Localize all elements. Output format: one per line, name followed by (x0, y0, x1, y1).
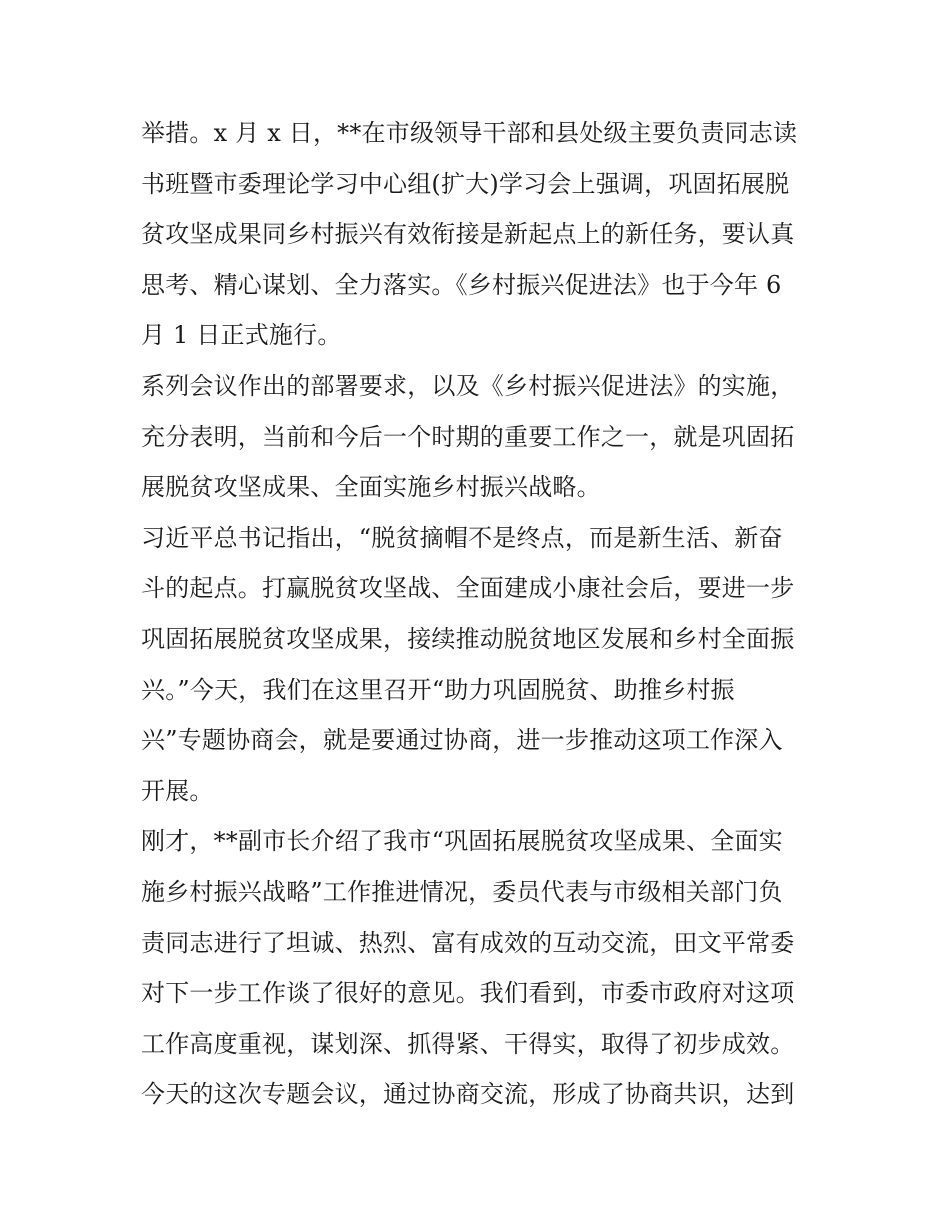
text-line: 斗的起点。打赢脱贫攻坚战、全面建成小康社会后，要进一步 (141, 574, 795, 603)
text-line: 思考、精心谋划、全力落实。《乡村振兴促进法》也于今年 6 (141, 270, 782, 299)
text-line: 开展。 (141, 776, 214, 805)
body-text (141, 108, 821, 1120)
text-line: 习近平总书记指出，“脱贫摘帽不是终点，而是新生活、新奋 (141, 523, 783, 552)
text-line: 展脱贫攻坚成果、全面实施乡村振兴战略。 (141, 473, 601, 502)
text-line: 工作高度重视，谋划深、抓得紧、干得实，取得了初步成效。 (141, 1029, 795, 1058)
text-line: 对下一步工作谈了很好的意见。我们看到，市委市政府对这项 (141, 979, 795, 1008)
text-line: 书班暨市委理论学习中心组(扩大)学习会上强调，巩固拓展脱 (141, 169, 790, 198)
text-line: 施乡村振兴战略”工作推进情况，委员代表与市级相关部门负 (141, 877, 783, 906)
text-line: 刚才，**副市长介绍了我市“巩固拓展脱贫攻坚成果、全面实 (141, 827, 783, 856)
text-line: 月 1 日正式施行。 (141, 321, 342, 350)
text-line: 兴”专题协商会，就是要通过协商，进一步推动这项工作深入 (141, 726, 783, 755)
text-line: 责同志进行了坦诚、热烈、富有成效的互动交流，田文平常委 (141, 928, 795, 957)
text-line: 兴。”今天，我们在这里召开“助力巩固脱贫、助推乡村振 (141, 675, 735, 704)
text-line: 系列会议作出的部署要求，以及《乡村振兴促进法》的实施， (141, 371, 795, 400)
text-line: 贫攻坚成果同乡村振兴有效衔接是新起点上的新任务，要认真 (141, 220, 795, 249)
text-line: 今天的这次专题会议，通过协商交流，形成了协商共识，达到 (141, 1080, 795, 1109)
text-line: 巩固拓展脱贫攻坚成果，接续推动脱贫地区发展和乡村全面振 (141, 624, 795, 653)
text-line: 充分表明，当前和今后一个时期的重要工作之一，就是巩固拓 (141, 422, 795, 451)
text-line: 举措。x 月 x 日，**在市级领导干部和县处级主要负责同志读 (141, 119, 798, 147)
